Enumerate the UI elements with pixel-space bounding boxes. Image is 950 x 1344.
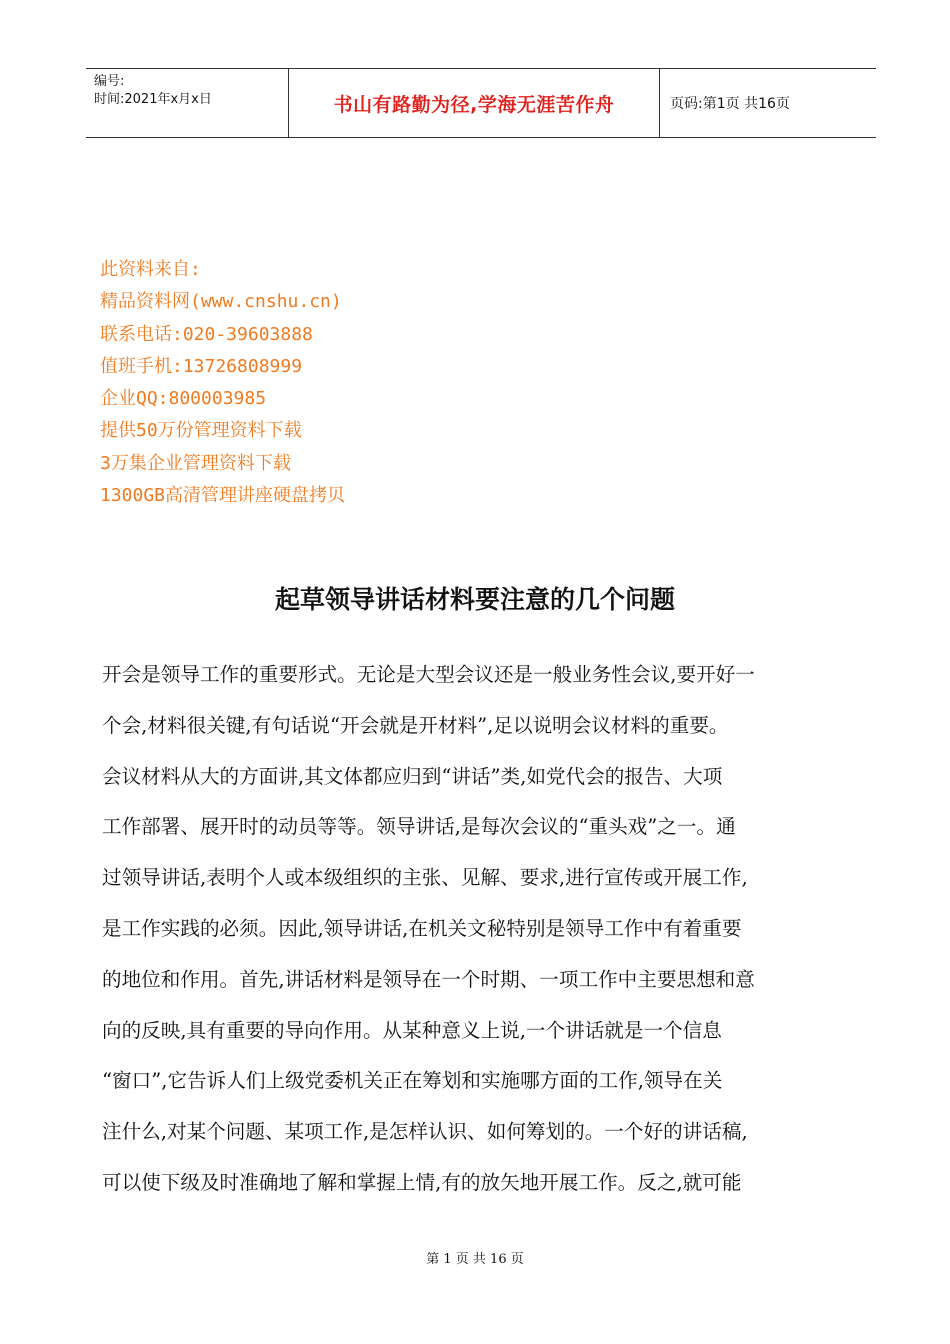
body-line: 会议材料从大的方面讲,其文体都应归到“讲话”类,如党代会的报告、大项 — [102, 764, 723, 788]
document-title: 起草领导讲话材料要注意的几个问题 — [274, 585, 675, 614]
promo-line: 提供50万份管理资料下载 — [100, 420, 302, 442]
document-time-label: 时间:2021年x月x日 — [94, 92, 212, 107]
document-number-label: 编号: — [94, 74, 125, 89]
promo-line: 此资料来自: — [100, 259, 201, 280]
promo-line: 1300GB高清管理讲座硬盘拷贝 — [100, 485, 346, 507]
header-table — [86, 68, 876, 138]
body-line: 开会是领导工作的重要形式。无论是大型会议还是一般业务性会议,要开好一 — [102, 663, 755, 686]
promo-line: 联系电话:020-39603888 — [100, 323, 313, 345]
document-body — [102, 650, 880, 1209]
header-motto-cell — [288, 69, 660, 137]
body-line: 过领导讲话,表明个人或本级组织的主张、见解、要求,进行宣传或开展工作, — [102, 866, 748, 890]
body-line: 个会,材料很关键,有句话说“开会就是开材料”,足以说明会议材料的重要。 — [102, 713, 729, 737]
header-page-cell — [660, 69, 876, 137]
body-line: 向的反映,具有重要的导向作用。从某种意义上说,一个讲话就是一个信息 — [102, 1018, 722, 1042]
body-line: 注什么,对某个问题、某项工作,是怎样认识、如何筹划的。一个好的讲话稿, — [102, 1120, 748, 1144]
promo-line: 值班手机:13726808999 — [100, 355, 303, 377]
promo-line: 3万集企业管理资料下载 — [100, 452, 291, 474]
header-motto: 书山有路勤为径,学海无涯苦作舟 — [333, 93, 615, 116]
promo-line: 企业QQ:800003985 — [100, 388, 267, 410]
body-line: 工作部署、展开时的动员等等。领导讲话,是每次会议的“重头戏”之一。通 — [102, 815, 736, 839]
page-footer: 第 1 页 共 16 页 — [426, 1252, 524, 1267]
body-line: 的地位和作用。首先,讲话材料是领导在一个时期、一项工作中主要思想和意 — [102, 967, 755, 991]
header-page-info: 页码:第1页 共16页 — [670, 96, 790, 112]
header-meta-cell — [86, 69, 288, 137]
body-line: 是工作实践的必须。因此,领导讲话,在机关文秘特别是领导工作中有着重要 — [102, 916, 742, 940]
body-line: 可以使下级及时准确地了解和掌握上情,有的放矢地开展工作。反之,就可能 — [102, 1170, 742, 1194]
promo-block — [100, 254, 345, 512]
promo-line: 精品资料网(www.cnshu.cn) — [100, 291, 342, 313]
body-line: “窗口”,它告诉人们上级党委机关正在筹划和实施哪方面的工作,领导在关 — [102, 1069, 723, 1093]
